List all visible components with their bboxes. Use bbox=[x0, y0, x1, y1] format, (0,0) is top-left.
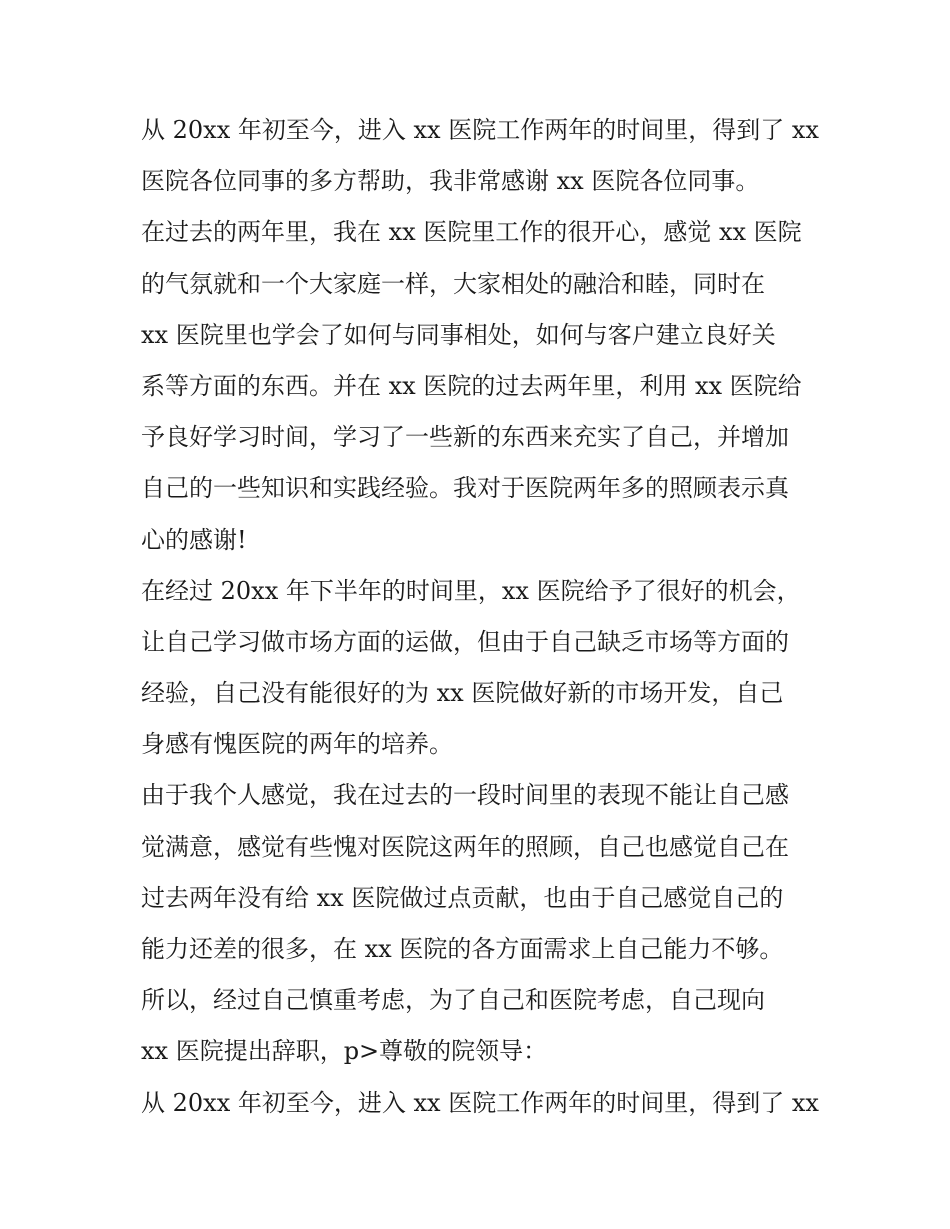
text-line: 的气氛就和一个大家庭一样，大家相处的融洽和睦，同时在 bbox=[141, 269, 765, 298]
text-line: 予良好学习时间，学习了一些新的东西来充实了自己，并增加 bbox=[141, 423, 789, 452]
text-line: 过去两年没有给 xx 医院做过点贡献，也由于自己感觉自己的 bbox=[141, 883, 784, 912]
text-line: 在过去的两年里，我在 xx 医院里工作的很开心，感觉 xx 医院 bbox=[141, 218, 802, 247]
text-line: 让自己学习做市场方面的运做，但由于自己缺乏市场等方面的 bbox=[141, 627, 789, 656]
text-line: 由于我个人感觉，我在过去的一段时间里的表现不能让自己感 bbox=[141, 781, 789, 810]
text-line: 身感有愧医院的两年的培养。 bbox=[141, 730, 453, 759]
text-line: 觉满意，感觉有些愧对医院这两年的照顾，自己也感觉自己在 bbox=[141, 832, 789, 861]
text-line: 医院各位同事的多方帮助，我非常感谢 xx 医院各位同事。 bbox=[141, 167, 760, 196]
text-line: 能力还差的很多，在 xx 医院的各方面需求上自己能力不够。 bbox=[141, 935, 784, 963]
text-line: 在经过 20xx 年下半年的时间里，xx 医院给予了很好的机会， bbox=[141, 576, 801, 605]
text-line: 自己的一些知识和实践经验。我对于医院两年多的照顾表示真 bbox=[141, 474, 789, 503]
text-line: 心的感谢! bbox=[141, 525, 247, 554]
document-body bbox=[141, 105, 821, 1129]
text-line: xx 医院里也学会了如何与同事相处，如何与客户建立良好关 bbox=[141, 320, 776, 349]
text-line: xx 医院提出辞职，p>尊敬的院领导： bbox=[141, 1037, 548, 1066]
text-line: 从 20xx 年初至今，进入 xx 医院工作两年的时间里，得到了 xx bbox=[141, 1088, 819, 1117]
text-line: 系等方面的东西。并在 xx 医院的过去两年里，利用 xx 医院给 bbox=[141, 371, 802, 400]
text-line: 所以，经过自己慎重考虑，为了自己和医院考虑，自己现向 bbox=[141, 986, 765, 1015]
text-line: 经验，自己没有能很好的为 xx 医院做好新的市场开发，自己 bbox=[141, 679, 784, 708]
text-line: 从 20xx 年初至今，进入 xx 医院工作两年的时间里，得到了 xx bbox=[141, 116, 819, 144]
